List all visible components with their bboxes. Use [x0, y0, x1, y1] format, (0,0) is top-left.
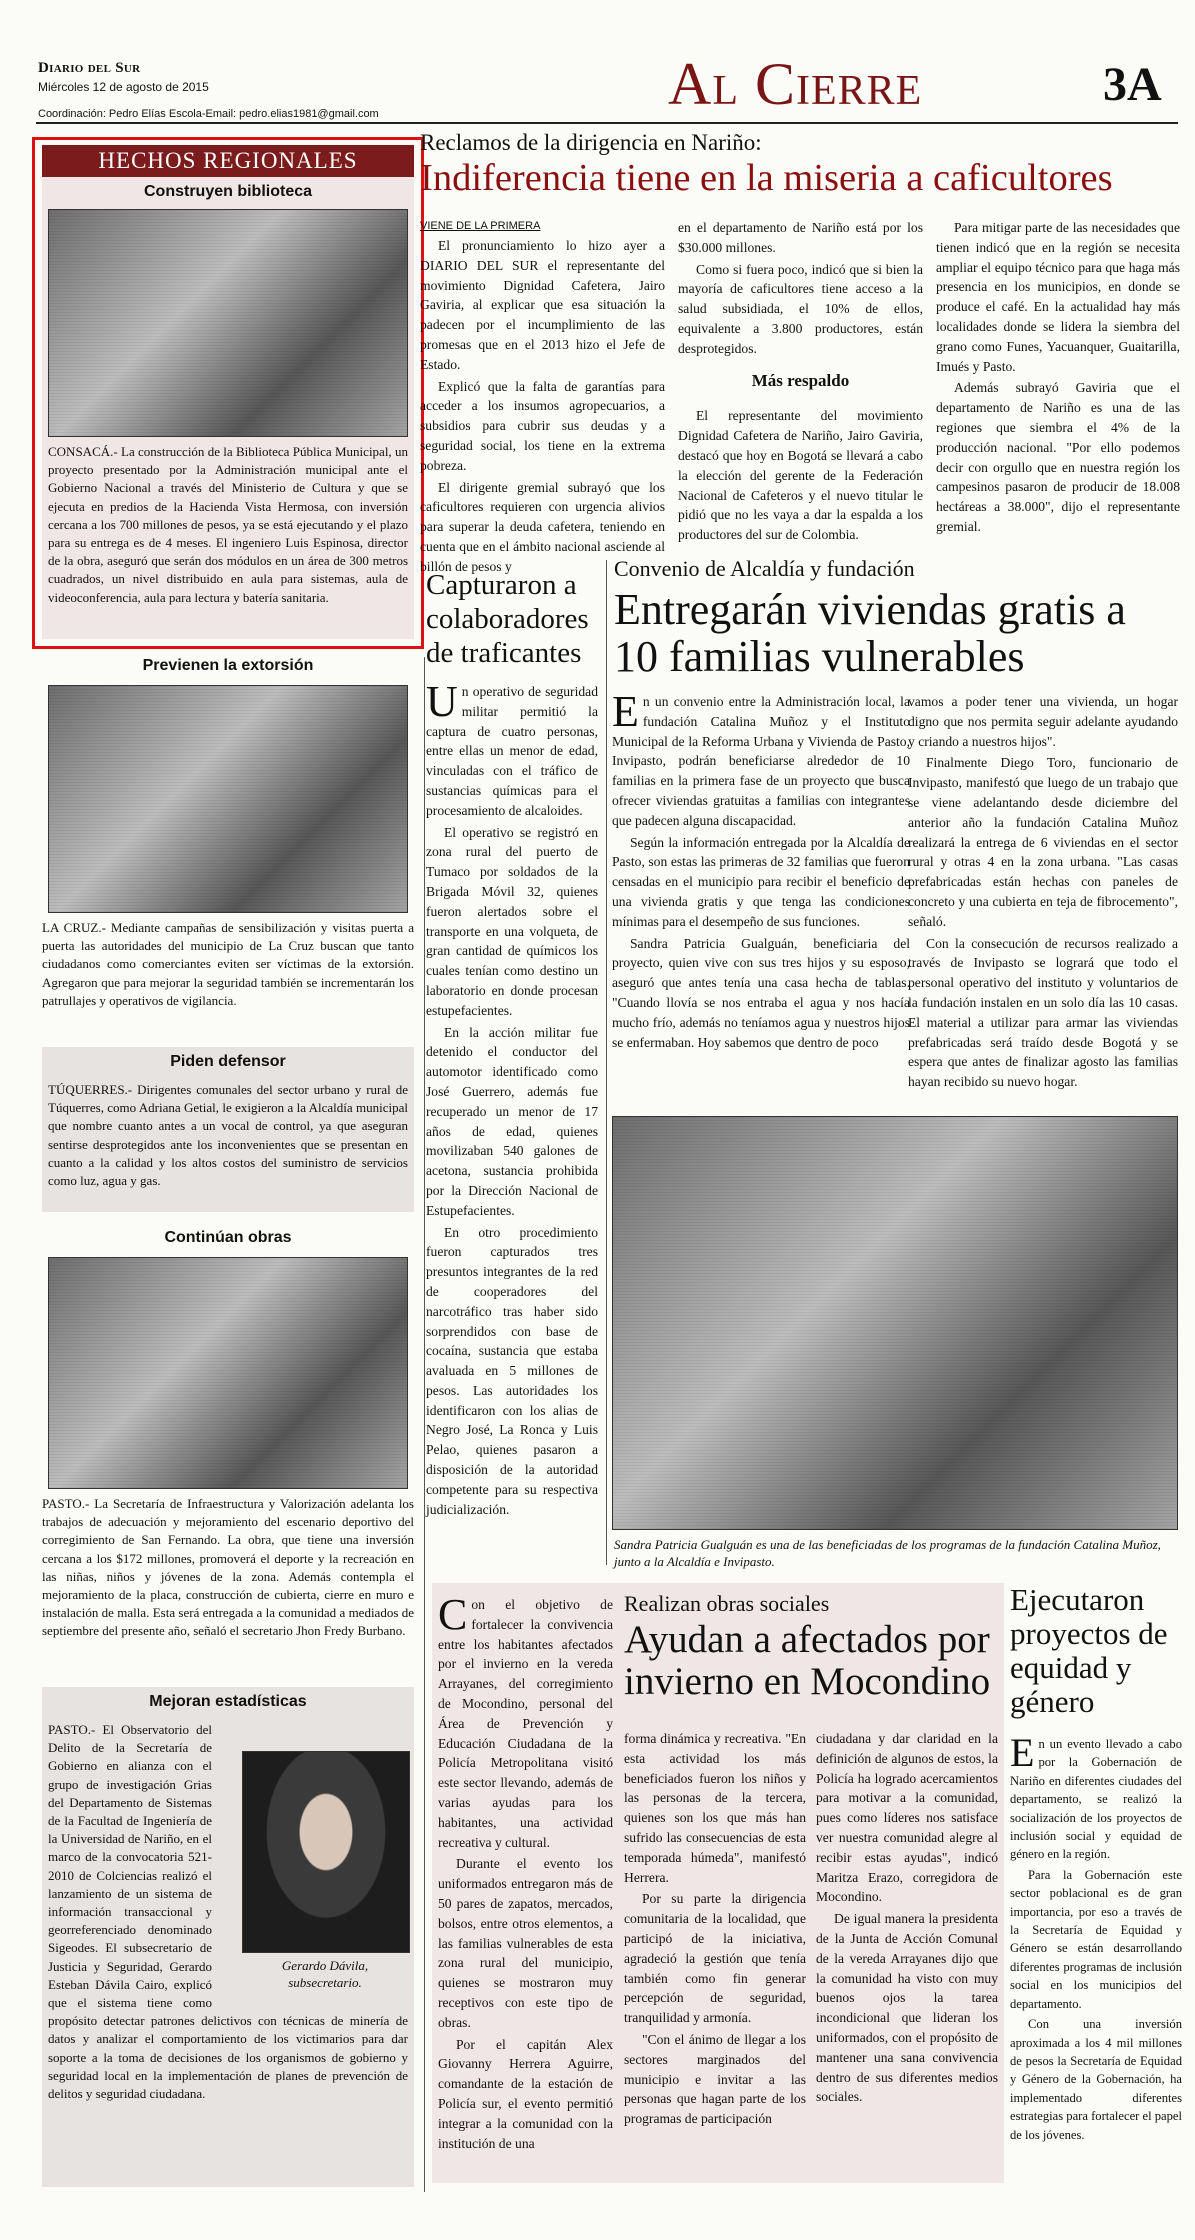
paragraph: Con el objetivo de fortalecer la convivencia entre los habitantes afectados por el invierno en la vereda Arrayanes, del corregimiento de Mocondino, personal del Área de Prevención y Educación Ciudadana de la Policía Metropolitana visitó este sector llevando, además de varias ayudas para los habitantes, una actividad recreativa y cultural. — [438, 1590, 613, 1850]
section-title: Al Cierre — [668, 51, 923, 117]
brief-title: Construyen biblioteca — [143, 183, 313, 200]
paragraph: El dirigente gremial subrayó que los caficultores requieren con urgencia alivios para superar la deuda cafetera, teniendo en cuenta que en el ámbito nacional asciende al billón de pesos y — [420, 479, 665, 574]
capturaron-headline: Capturaron a colaboradores de traficantes — [426, 569, 589, 669]
lead-col-2 — [678, 218, 923, 545]
mocondino-col-1 — [438, 1590, 613, 2153]
regional-header: HECHOS REGIONALES — [42, 145, 414, 177]
paragraph: El pronunciamiento lo hizo ayer a DIARIO DEL SUR el representante del movimiento Dignidad Cafetera, Jairo Gaviria, al explicar que esa situación la padecen por el incumplimiento de las promesas que en el 2013 hizo el Jefe de Estado. — [420, 238, 665, 372]
caption-role: subsecretario. — [288, 1975, 362, 1990]
date-line: Miércoles 12 de agosto de 2015 — [38, 80, 209, 94]
paragraph: Sandra Patricia Gualguán, beneficiaria del proyecto, quien vive con sus tres hijos y su esposo, aseguró que antes tenía una casa hecha de tablas. "Cuando llovía se nos entraba el agua y nos hacía mucho frío, además no teníamos agua y nuestros hijos se enfermaban. Hoy sabemos que dentro de poco — [612, 935, 910, 1050]
brief-text — [48, 1721, 408, 2103]
mocondino-story — [432, 1583, 1004, 2183]
paragraph: forma dinámica y recreativa. "En esta actividad los más beneficiados fueron los niños y las personas de la tercera, quienes son los que más han sufrido las consecuencias de esta temporada húmeda", manifestó Herrera. — [624, 1731, 806, 1885]
sports-field-works-photo — [48, 1257, 408, 1489]
masthead — [38, 51, 1178, 138]
paragraph: El representante del movimiento Dignidad Cafetera de Nariño, Jairo Gaviria, destacó que hoy en Bogotá se llevará a cabo la elección del gerente de la Federación Nacional de Cafeteros y el nuevo titular le pidió que no les vaya a dar la espalda a los productores del sur de Colombia. — [678, 408, 923, 543]
brief-text: PASTO.- La Secretaría de Infraestructura y Valorización adelanta los trabajos de adecuación y mejoramiento del escenario deportivo del corregimiento de San Fernando. La obra, que tiene una inversión cercana a los $172 millones, promoverá el deporte y la recreación en las niñas, niños y jóvenes de la zona. Además contempla el mejoramiento de la placa, construcción de cubierta, cierre en muro e instalación de malla. Esta será entregada a la comunidad a mediados de septiembre del presente año, señaló el secretario Jhon Fredy Burbano. — [42, 1496, 414, 1639]
equidad-story — [1010, 1583, 1182, 2183]
paragraph: vamos a poder tener una vivienda, un hogar digno que nos permita seguir adelante ayudando y criando a nuestros hijos". — [908, 694, 1178, 749]
coordination-line: Coordinación: Pedro Elías Escola-Email: pedro.elias1981@gmail.com — [38, 108, 379, 120]
paragraph: Por su parte la dirigencia comunitaria de la localidad, que participó de la iniciativa, agradeció la gestión que tenía también como fin generar percepción de seguridad, tranquilidad y armonía. — [624, 1891, 806, 2026]
extortion-prevention-photo — [48, 685, 408, 913]
equidad-body — [1010, 1730, 1183, 2144]
regional-column — [32, 137, 424, 2192]
library-construction-photo — [48, 209, 408, 437]
paragraph: Con una inversión aproximada a los 4 mil millones de pesos la Secretaría de Equidad y Género de la Gobernación, ha implementado diferentes estrategias para fortalecer el papel de los jóvenes. — [1010, 2017, 1183, 2142]
brief-text: CONSACÁ.- La construcción de la Biblioteca Pública Municipal, un proyecto presentado por la Administración municipal ante el Gobierno Nacional a través del Ministerio de Cultura y que se ejecuta en predios de la Hacienda Vista Hermosa, con inversión cercana a los 700 millones de pesos, ya se está ejecutando y el plazo para su entrega es de 4 meses. El ingeniero Luis Espinosa, director de la obra, aseguró que serán dos módulos en un área de 300 metros cuadrados, un nivel distribuido en aula para sistemas, aula de videoconferencia, aula para lectura y batería sanitaria. — [48, 444, 408, 605]
brief-title: Mejoran estadísticas — [149, 1693, 307, 1710]
paragraph: En un convenio entre la Administración local, la fundación Catalina Muñoz y el Instituto Municipal de la Reforma Urbana y Vivienda de Pasto, Invipasto, podrán beneficiarse alrededor de 10 familias en la primera fase de un proyecto que busca ofrecer viviendas gratuitas a familias con integrantes que padecen alguna discapacidad. — [612, 687, 910, 828]
capturaron-body — [426, 677, 598, 1519]
caption-name: Gerardo Dávila, — [281, 1958, 369, 1973]
brief-construyen — [42, 177, 414, 639]
paragraph: "Con el ánimo de llegar a los sectores marginados del municipio e invitar a las personas que hagan parte de los programas de participación — [624, 2031, 806, 2127]
dropcap: C — [438, 1590, 468, 1639]
lead-col-3 — [936, 218, 1180, 537]
paragraph: en el departamento de Nariño está por los $30.000 millones. — [678, 220, 923, 255]
dropcap: E — [612, 687, 639, 736]
brief-title: Continúan obras — [164, 1229, 292, 1246]
masthead-rule — [36, 122, 1178, 124]
mocondino-kicker: Realizan obras sociales — [624, 1591, 830, 1616]
viviendas-col-2 — [908, 692, 1178, 1092]
dropcap: U — [426, 677, 458, 726]
lead-headline: Indiferencia tiene en la miseria a caficultores — [420, 157, 1113, 199]
brief-previenen — [42, 657, 414, 1052]
paragraph: Explicó que la falta de garantías para acceder a los insumos agropecuarios, a subsidios para cubrir sus deudas y a seguridad social, los tiene en la extrema pobreza. — [420, 378, 665, 473]
paragraph: De igual manera la presidenta de la Junta de Acción Comunal de la vereda Arrayanes dijo que la comunidad ha visto con muy buenos ojos la tarea incondicional que lideran los uniformados, con el propósito de mantener una sana convivencia dentro de sus diferentes medios sociales. — [816, 1911, 998, 2105]
paragraph: ciudadana y dar claridad en la definición de algunos de estos, la Policía ha logrado acercamientos para motivar a la comunidad, pues como líderes nos satisface ver nuestra comunidad alegre al recibir estas ayudas", indicó Maritza Erazo, corregidora de Mocondino. — [816, 1731, 998, 1905]
capturaron-story — [422, 560, 602, 1570]
paragraph: Finalmente Diego Toro, funcionario de Invipasto, manifestó que luego de un trabajo que se viene adelantando desde diciembre del anterior año la fundación Catalina Muñoz realizará la entrega de 6 viviendas en el sector rural y otras 4 en la zona urbana. "Las casas prefabricadas están hechas con paneles de concreto y una cubierta en teja de fibrocemento", señaló. — [908, 755, 1178, 929]
dropcap: E — [1010, 1730, 1035, 1775]
viviendas-caption: Sandra Patricia Gualguán es una de las beneficiadas de los programas de la fundación Catalina Muñoz, junto a la Alcaldía e Invipasto. — [614, 1537, 1161, 1569]
paragraph: En la acción militar fue detenido el conductor del automotor identificado como José Guerrero, además fue recuperado un menor de 17 años de edad, quienes movilizaban 540 galones de acetona, sustancia prohibida por la Dirección Nacional de Estupefacientes. — [426, 1024, 598, 1218]
mocondino-headline: Ayudan a afectados por invierno en Mocondino — [624, 1618, 991, 1703]
paragraph: En un evento llevado a cabo por la Gobernación de Nariño en diferentes ciudades del departamento, se realizó la socialización de los proyectos de inclusión social y equidad de género en la región. — [1010, 1730, 1182, 1862]
brief-text: LA CRUZ.- Mediante campañas de sensibilización y visitas puerta a puerta las autoridades del municipio de La Cruz buscan que tanto ciudadanos como comerciantes eviten ser víctimas de la extorsión. Agregaron que para mejorar la seguridad también se incrementarán los patrullajes y operativos de vigilancia. — [42, 920, 414, 1008]
brief-mejoran — [42, 1687, 414, 2187]
viviendas-story — [612, 556, 1180, 1576]
brief-title: Previenen la extorsión — [142, 657, 314, 674]
paper-name: Diario del Sur — [38, 60, 141, 76]
jump-line: VIENE DE LA PRIMERA — [420, 220, 541, 232]
paragraph: Según la información entregada por la Alcaldía de Pasto, son estas las primeras de 32 familias que fueron censadas en el municipio para recibir el beneficio de una vivienda gratis y que tenga las condiciones mínimas para el desempeño de sus funciones. — [612, 834, 910, 929]
equidad-headline: Ejecutaron proyectos de equidad y género — [1010, 1582, 1168, 1719]
paragraph: Para mitigar parte de las necesidades que tienen indicó que en la región se necesita ampliar el equipo técnico para que haga más presencia en los municipios, en donde se produce el café. En la actualidad hay más localidades donde se lidera la siembra del grano como Funes, Yacuanquer, Guaitarilla, Imués y Pasto. — [936, 220, 1180, 374]
mocondino-col-2 — [624, 1729, 806, 2129]
page-number: 3A — [1103, 58, 1162, 111]
paragraph: Durante el evento los uniformados entregaron más de 50 pares de zapatos, mercados, bolsos, entre otros elementos, a las familias vulnerables de esta zona rural del municipio, quienes se mostraron muy receptivos con este tipo de obras. — [438, 1856, 613, 2030]
paragraph: Como si fuera poco, indicó que si bien la mayoría de caficultores tiene acceso a la salud subsidiada, el 10% de ellos, equivalente a 3.800 productores, están desprotegidos. — [678, 261, 923, 356]
viviendas-kicker: Convenio de Alcaldía y fundación — [614, 556, 915, 581]
viviendas-col-1 — [612, 687, 910, 1052]
paragraph: El operativo se registró en zona rural del puerto de Tumaco por soldados de la Brigada Móvil 32, quienes fueron alertados sobre el transporte en una volqueta, de gran cantidad de químicos los cuales tenían como destino un laboratorio en donde procesan estupefacientes. — [426, 824, 598, 1018]
lead-col-1 — [420, 236, 665, 577]
lead-kicker: Reclamos de la dirigencia en Nariño: — [420, 130, 762, 155]
brief-text: TÚQUERRES.- Dirigentes comunales del sector urbano y rural de Túquerres, como Adriana Getial, le exigieron a la Alcaldía municipal que nombre cuanto antes a un vocal de control, ya que aseguran sentirse desprotegidos ante los inconvenientes que se presentan en cuanto a la calidad y los altos costos del suministro de servicios como luz, agua y gas. — [48, 1082, 408, 1189]
paragraph: Además subrayó Gaviria que el departamento de Nariño es una de las regiones que siembra el 4% de la producción nacional. "Por ello podemos decir con orgullo que en nuestra región los campesinos pasaron de producir de 18.008 hectáreas a 38.000", dijo el representante gremial. — [936, 380, 1180, 534]
text-float-spacer — [212, 1721, 408, 2001]
capturaron-rule — [606, 560, 607, 1565]
viviendas-headline: Entregarán viviendas gratis a 10 familias vulnerables — [614, 585, 1126, 681]
paragraph: Por el capitán Alex Giovanny Herrera Aguirre, comandante de la estación de Policía sur, el evento permitió integrar a la comunidad con la institución de una — [438, 2036, 613, 2151]
brief-title: Piden defensor — [170, 1053, 286, 1070]
housing-site-photo — [612, 1116, 1178, 1530]
brief-piden — [42, 1047, 414, 1212]
paragraph: Un operativo de seguridad militar permitió la captura de cuatro personas, entre ellas un menor de edad, vinculadas con el tráfico de sustancias químicas para el procesamiento de alcaloides. — [426, 677, 598, 818]
lead-subhead: Más respaldo — [751, 370, 850, 390]
paragraph: Con la consecución de recursos realizado a través de Invipasto se logrará que todo el personal operativo del instituto y voluntarios de la fundación instalen en un solo día las 10 casas. El material a utilizar para armar las viviendas prefabricadas será traído desde Bogotá y se espera que antes de finalizar agosto las familias hayan recibido su nuevo hogar. — [908, 935, 1178, 1090]
paragraph: En otro procedimiento fueron capturados tres presuntos integrantes de la red de cooperadores del narcotráfico tras haber sido sorprendidos con base de cocaína, sustancia que estaba avaluada en 5 millones de pesos. Las autoridades los identificaron con los alias de Negro José, La Ronca y Luis Pelao, quienes pasaron a disposición de la autoridad competente para su respectiva judicialización. — [426, 1224, 598, 1517]
paragraph: Para la Gobernación este sector poblacional es de gran importancia, por eso a través de la Secretaría de Equidad y Género se están desarrollando diferentes programas de inclusión social en los municipios del departamento. — [1010, 1867, 1182, 2011]
brief-text-content: PASTO.- El Observatorio del Delito de la Secretaría de Gobierno en alianza con el grupo de investigación Grias del Departamento de Sistemas de la Facultad de Ingeniería de la Universidad de Nariño, en el marco de la convocatoria 521-2010 de Colciencias realizó el lanzamiento de un sistema de información transaccional y georreferenciado denominado Sigeodes. El subsecretario de Justicia y Seguridad, Gerardo Esteban Dávila Cairo, explicó que el sistema tiene como propósito detectar patrones delictivos con técnicas de minería de datos y analizar el comportamiento de los victimarios para dar soporte a la toma de decisiones de los organismos de gobierno y seguridad local en la implementación de planes de prevención de delitos y seguridad ciudadana. — [48, 1722, 408, 2102]
mocondino-col-3 — [816, 1729, 998, 2107]
